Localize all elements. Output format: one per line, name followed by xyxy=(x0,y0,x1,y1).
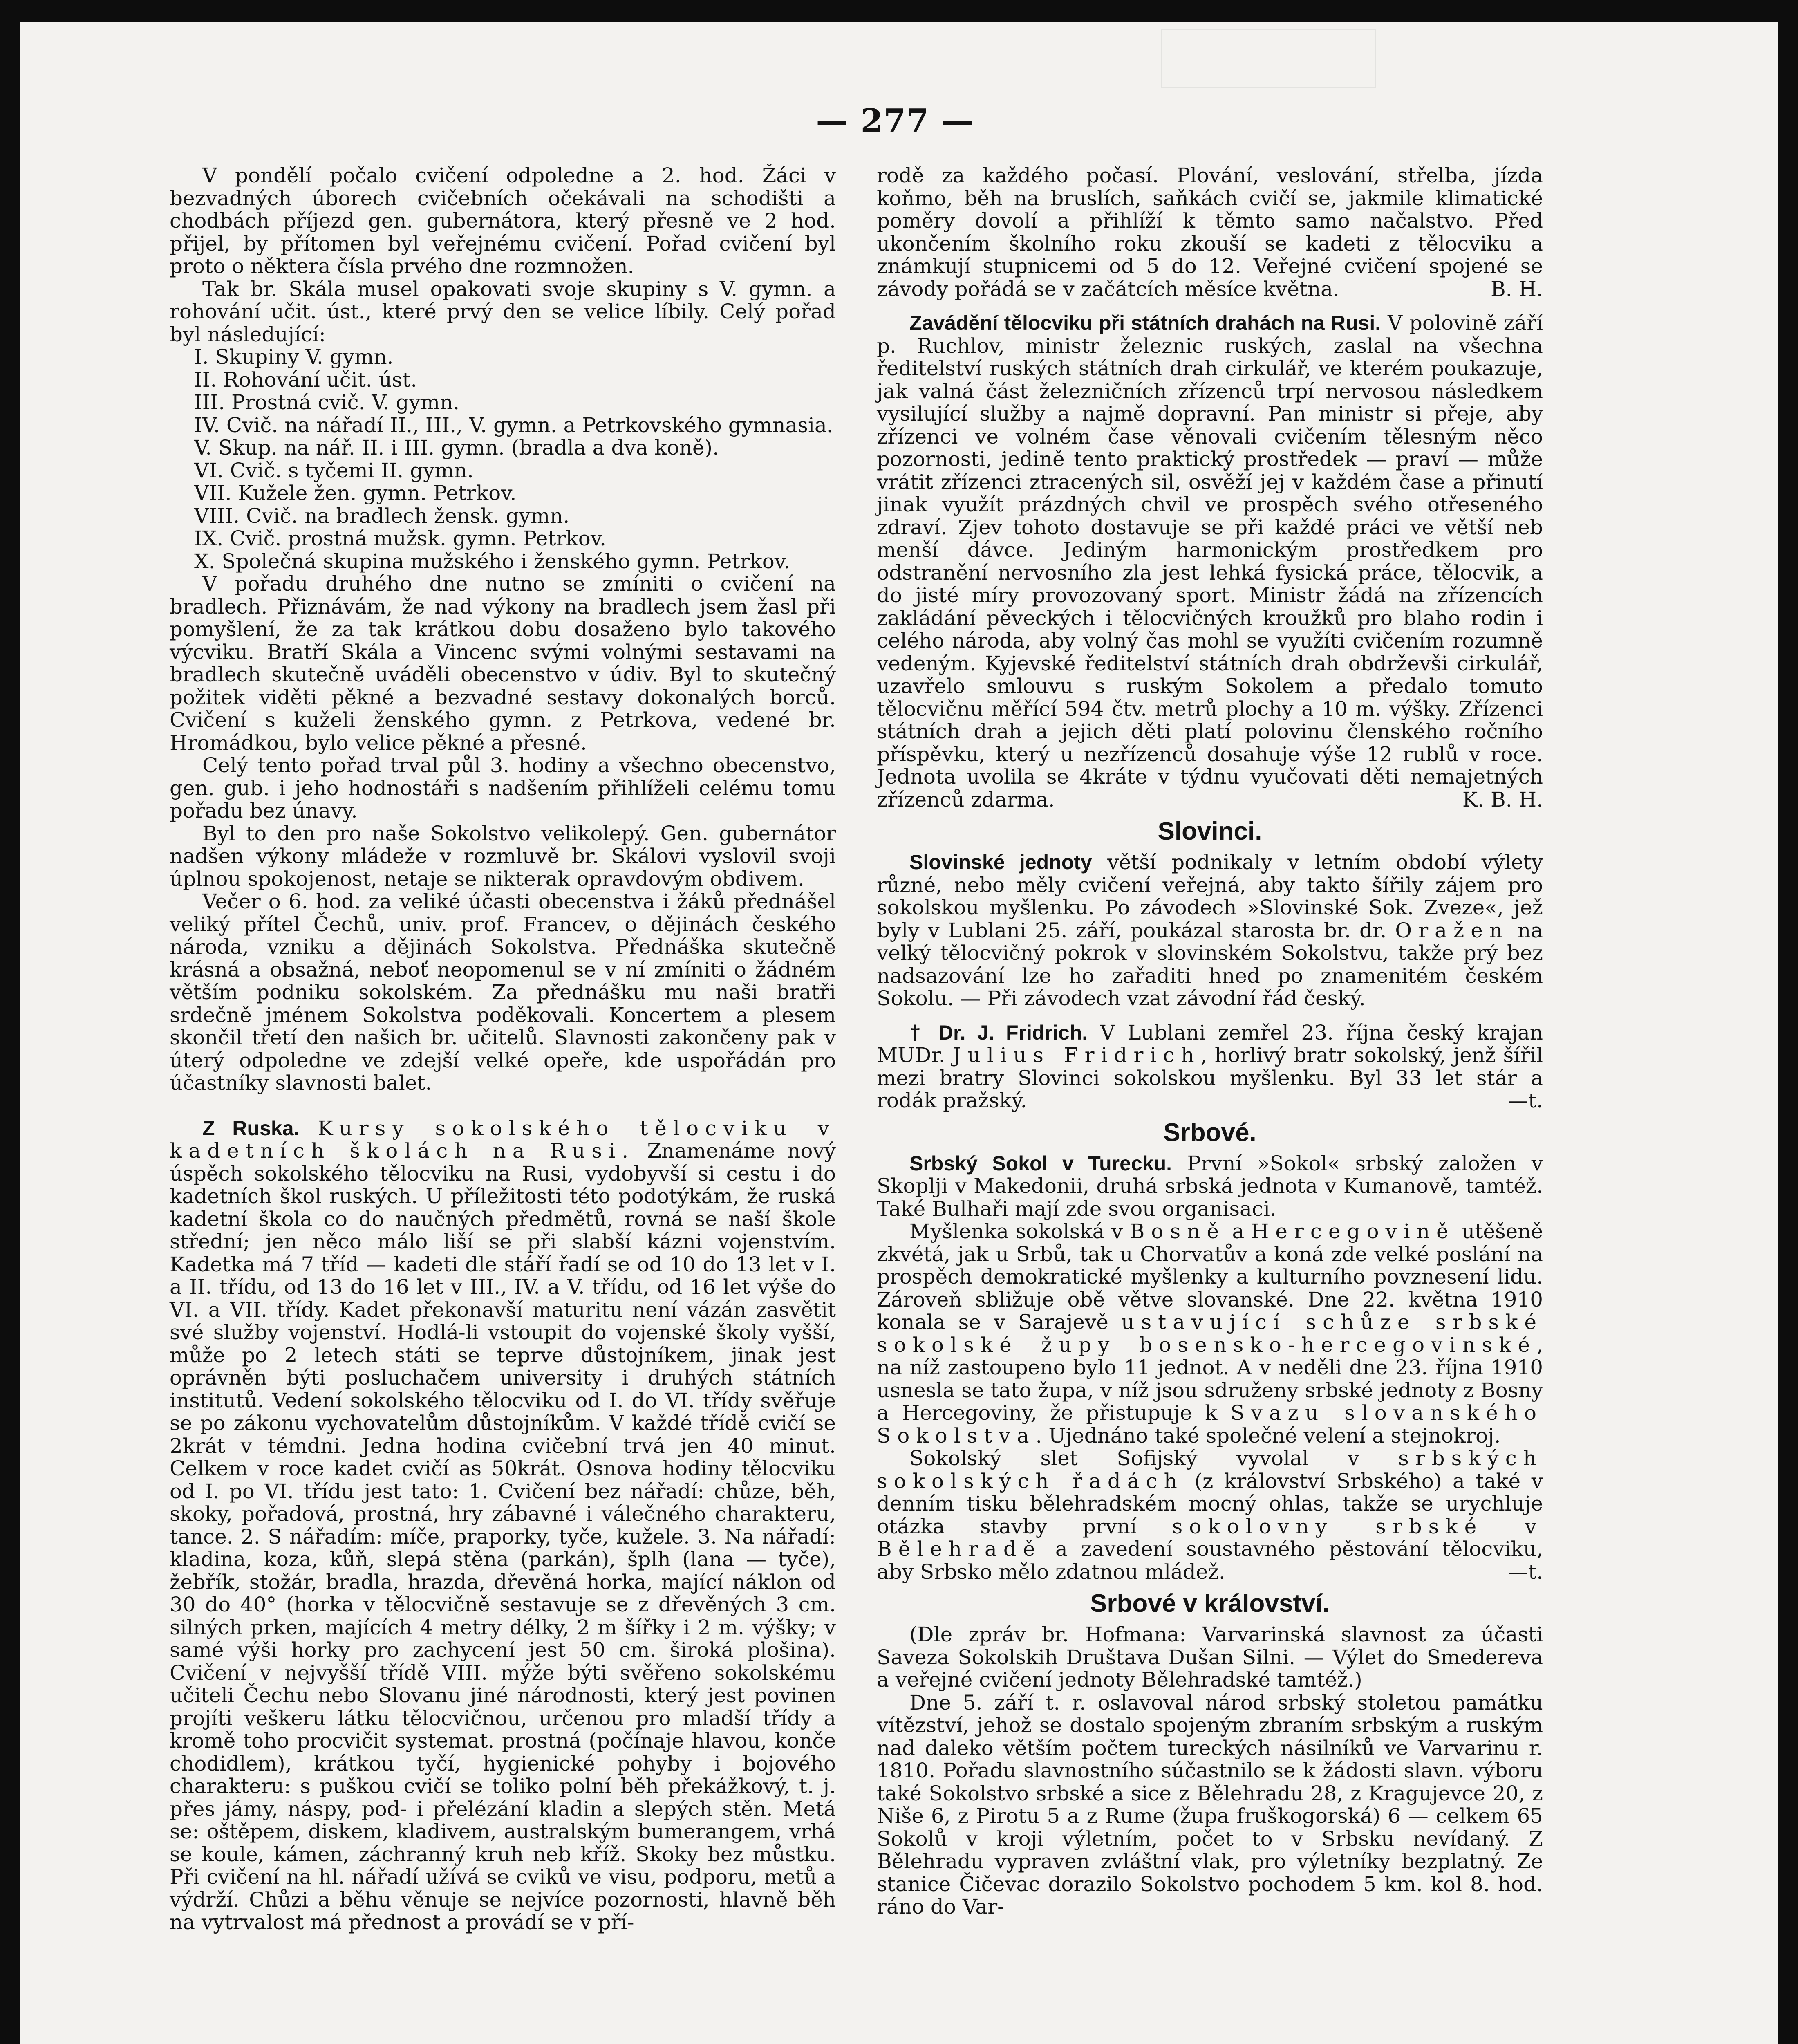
section-title-srbove: Srbové. xyxy=(1163,1118,1256,1147)
article-fridrich: † Dr. J. Fridrich. V Lublani zemřel 23. října český krajan MUDr. Julius Fridrich, horlivý bratr sokolský, jenž šířil mezi bratry Slovinci sokolskou myšlenku. Byl 33 let stár a rodák pražský. —t. xyxy=(877,1020,1543,1112)
left-column xyxy=(170,164,836,1934)
scan-border-left xyxy=(0,0,20,2044)
article-z-ruska xyxy=(170,1117,836,1934)
list-item: X. Společná skupina mužského i ženského gymn. Petrkov. xyxy=(194,549,790,573)
list-item: I. Skupiny V. gymn. xyxy=(194,345,394,369)
library-stamp xyxy=(1161,29,1376,88)
program-list xyxy=(170,346,836,573)
paragraph: Byl to den pro naše Sokolstvo velikolepý. Gen. gubernátor nadšen výkony mládeže v rozmluvě br. Skálovi vyslovil svoji úplnou spokojenost, netaje se nikterak opravdovým obdivem. xyxy=(170,821,836,891)
article-body: Znamenáme nový úspěch sokolského tělocviku na Rusi, vydobyvší si cestu i do kadetních škol ruských. U příležitosti této podotýkám, že ruská kadetní škola co do naučných předmětů, rovná se naší škole střední; jen něco málo liší se při slabší kázni vojenstvím. Kadetka má 7 tříd — kadeti dle stáří řadí se od 10 do 13 let v I. a II. třídu, od 13 do 16 let v III., IV. a V. třídu, od 16 let výše do VI. a VII. třídy. Kadet překonavší maturitu není vázán zasvětit své služby vojenství. Hodlá-li vstoupit do vojenské školy vyšší, může po 2 letech státi se teprve důstojníkem, jinak jest oprávněn býti posluchačem university i druhých státních institutů. Vedení sokolského tělocviku od I. do VI. třídy svěřuje se po zákonu vychovatelům důstojníkům. V každé třídě cvičí se 2krát v témdni. Jedna hodina cvičební trvá jen 40 minut. Celkem v roce kadet cvičí as 50krát. Osnova hodiny tělocviku od I. po VI. třídu jest tato: 1. Cvičení bez nářadí: chůze, běh, skoky, pořadová, prostná, hry zábavné i válečného charakteru, tance. 2. S nářadím: míče, praporky, tyče, kužele. 3. Na nářadí: kladina, koza, kůň, slepá stěna (parkán), šplh (lana — tyče), žebřík, stožár, bradla, hrazda, dřevěná horka, mající náklon od 30 do 40° (horka v tělocvičně sestavuje se z dřevěných 3 cm. silných prken, majících 4 metry délky, 2 m šířky i 2 m. výšky; v samé výši horky pro zachycení jest 50 cm. široká plošina). Cvičení v nejvyšší třídě VIII. mýže býti svěřeno sokolskému učiteli Čechu nebo Slovanu jiné národnosti, který jest povinen projíti veškeru látku tělocvičnou, určenou pro mladší třídy a kromě toho procvičit systemat. prostná (počínaje hlavou, konče chodidlem), krátkou tyčí, hygienické pohyby i bojového charakteru: s puškou cvičí se toliko polní běh překážkový, t. j. přes jámy, náspy, pod- i přelézání kladin a slepých stěn. Metá se: oštěpem, diskem, kladivem, australským bumerangem, vrhá se koule, kámen, záchranný kruh neb kříž. Skoky bez můstku. Při cvičení na hl. nářadí užívá se cviků ve visu, podporu, metů a výdrží. Chůzi a běhu věnuje se nejvíce pozornosti, hlavně běh na vytrvalost má přednost a provádí se v pří- xyxy=(170,1139,836,1934)
paragraph: Večer o 6. hod. za veliké účasti obecenstva i žáků přednášel veliký přítel Čechů, univ. prof. Francev, o dějinách českého národa, vzniku a dějinách Sokolstva. Přednáška skutečně krásná a obsažná, neboť neopomenul se v ní zmíniti o žádném větším podniku sokolském. Za přednášku mu naši bratři srdečně jménem Sokolstva poděkovali. Koncertem a plesem skončil třetí den našich br. učitelů. Slavnosti zakončeny pak v úterý odpoledne ve zdejší velké opeře, kde uspořádán pro účastníky slavnosti balet. xyxy=(170,890,836,1095)
scan-border-right xyxy=(1778,0,1798,2044)
person-name: Julius Fridrich xyxy=(952,1043,1201,1067)
paragraph: Celý tento pořad trval půl 3. hodiny a všechno obecenstvo, gen. gub. i jeho hodnostáři s nadšením přihlíželi celému tomu pořadu bez únavy. xyxy=(170,753,836,823)
article-body: V polovině září p. Ruchlov, ministr železnic ruských, zaslal na všechna ředitelství ruských státních drah cirkulář, ve kterém poukazuje, jak valná část železničních zřízenců trpí nervosou následkem vysilující služby a najmě dopravní. Pan ministr si přeje, aby zřízenci ve volném čase věnovali cvičením tělesným něco pozornosti, jedině tento praktický prostředek — praví — může vrátit zřízenci ztracených sil, osvěží jej v každém čase a přinutí jinak využít prázdných chvil ve prospěch svého otřeseného zdraví. Zjev tohoto dostavuje se při každé práci ve větší neb menší dávce. Jediným harmonickým prostředkem pro odstranění nervosního zla jest lehká fysická práce, tělocvik, a do jisté míry provozovaný sport. Ministr žádá na zřízencích zakládání pěveckých i tělocvičných kroužků pro blaho rodin i celého národa, aby volný čas mohl se využíti cvičením rozumně vedeným. Kyjevské ředitelství státních drah obdrževši cirkulář, uzavřelo smlouvu s ruským Sokolem a předalo tomuto tělocvičnu měřící 594 čtv. metrů plochy a 10 m. výšky. Zřízenci státních drah a jejich děti platí polovinu členského ročního příspěvku, který u nezřízenců dosahuje výše 12 rublů v roce. Jednota uvolila se 4kráte v týdnu vyučovati děti nemajetných zřízenců zdarma. xyxy=(877,311,1543,811)
paragraph: Myšlenka sokolská v Bosně a Hercegovině utěšeně zkvétá, jak u Srbů, tak u Chorvatův a koná zde velké poslání na prospěch demokratické myšlenky a kulturního povznesení lidu. Zároveň sbližuje obě větve slovanské. Dne 22. května 1910 konala se v Sarajevě ustavující schůze srbské sokolské župy bosensko-hercegovinské, na níž zastoupeno bylo 11 jednot. A v neděli dne 23. října 1910 usnesla se tato župa, v níž jsou sdruženy srbské jednoty z Bosny a Hercegoviny, že přistupuje k Svazu slovanského Sokolstva. Ujednáno také společné velení a stejnokroj. xyxy=(877,1219,1543,1448)
section-title-slovinci: Slovinci. xyxy=(1158,817,1262,845)
list-item: VIII. Cvič. na bradlech žensk. gymn. xyxy=(194,504,570,528)
article-heading: Z Ruska. xyxy=(202,1116,300,1140)
person-name: Oražen xyxy=(1395,918,1509,942)
article-heading: Slovinské jednoty xyxy=(909,851,1092,874)
article-zavadeni xyxy=(877,312,1543,811)
paragraph: rodě za každého počasí. Plování, veslování, střelba, jízda koňmo, běh na bruslích, saňkách cvičí se, jakmile klimatické poměry dovolí a přihlíží k těmto samo načalstvo. Před ukončením školního roku zkouší se kadeti z tělocviku a známkují stupnicemi od 5 do 12. Veřejné cvičení spojené se závody pořádá se v začátcích měsíce května. B. H. xyxy=(877,164,1543,301)
article-slovinske-jednoty: Slovinské jednoty větší podnikaly v letním období výlety různé, nebo měly cvičení veřejná, aby takto šířily zájem pro sokolskou myšlenku. Po závodech »Slovinské Sok. Zveze«, jež byly v Lublani 25. září, poukázal starosta br. dr. Oražen na velký tělocvičný pokrok v slovinském Sokolstvu, takže prý bez nadsazování lze ho zařaditi hned po znamenitém českém Sokolu. — Při závodech vzat závodní řád český. xyxy=(877,850,1543,1010)
list-item: III. Prostná cvič. V. gymn. xyxy=(194,390,460,414)
list-item: IV. Cvič. na nářadí II., III., V. gymn. a Petrkovského gymnasia. xyxy=(194,413,833,437)
article-heading: Srbský Sokol v Turecku. xyxy=(909,1152,1172,1175)
paragraph: Dne 5. září t. r. oslavoval národ srbský stoletou památku vítězství, jehož se dostalo spojeným zbraním srbským a ruským nad daleko větším počtem tureckých násilníků ve Varvarinu r. 1810. Pořadu slavnostního súčastnilo se k žádosti slavn. výboru také Sokolstvo srbské a sice z Bělehradu 28, z Kragujevce 20, z Niše 6, z Pirotu 5 a z Rume (župa fruškogorská) 6 — celkem 65 Sokolů v kroji výletním, počet to v Srbsku nevídaný. Z Bělehradu vypraven zvláštní vlak, pro výletníky bezplatný. Ze stanice Čičevac dorazilo Sokolstvo pochodem 5 km. kol 8. hod. ráno do Var- xyxy=(877,1690,1543,1918)
signature: B. H. xyxy=(1490,277,1543,301)
article-heading: † Dr. J. Fridrich. xyxy=(909,1021,1088,1044)
list-item: II. Rohování učit. úst. xyxy=(194,368,417,392)
paragraph: Tak br. Skála musel opakovati svoje skupiny s V. gymn. a rohování učit. úst., které prvý den se velice líbily. Celý pořad byl následující: xyxy=(170,277,836,346)
article-subheading: Kursy sokolského tělocviku v kadetních školách na Rusi. xyxy=(170,1116,836,1163)
article-srbsky-sokol: Srbský Sokol v Turecku. První »Sokol« srbský založen v Skoplji v Makedonii, druhá srbská jednota v Kumanově, tamtéž. Také Bulhaři mají zde svou organisaci. xyxy=(877,1151,1543,1221)
right-column xyxy=(877,164,1543,1918)
list-item: VI. Cvič. s tyčemi II. gymn. xyxy=(194,458,474,482)
source-note: (Dle zpráv br. Hofmana: Varvarinská slavnost za účasti Saveza Sokolskih Društava Dušan Silni. — Výlet do Smedereva a veřejné cvičení jednoty Bělehradské tamtéž.) xyxy=(877,1623,1543,1692)
signature: K. B. H. xyxy=(1462,787,1543,811)
section-title-srbove-v-kralovstvi: Srbové v království. xyxy=(1090,1589,1330,1618)
page-number: — 277 — xyxy=(816,102,974,139)
paragraph: V pondělí počalo cvičení odpoledne a 2. hod. Žáci v bezvadných úborech cvičebních očekávali na schodišti a chodbách příjezd gen. gubernátora, který přesně ve 2 hod. přijel, by přítomen byl veřejnému cvičení. Pořad cvičení byl proto o některa čísla prvého dne rozmnožen. xyxy=(170,164,836,278)
list-item: IX. Cvič. prostná mužsk. gymn. Petrkov. xyxy=(194,527,607,550)
paragraph: V pořadu druhého dne nutno se zmíniti o cvičení na bradlech. Přiznávám, že nad výkony na bradlech jsem žasl při pomyšlení, že za tak krátkou dobu dosaženo bylo takového výcviku. Bratří Skála a Vincenc svými volnými sestavami na bradlech skutečně uváděli obecenstvo v údiv. Byl to skutečný požitek viděti pěkné a bezvadné sestavy dokonalých borců. Cvičení s kuželi ženského gymn. z Petrkova, vedené br. Hromádkou, bylo velice pěkné a přesné. xyxy=(170,572,836,755)
list-item: V. Skup. na nář. II. i III. gymn. (bradla a dva koně). xyxy=(194,436,719,459)
article-heading: Zavádění tělocviku při státních drahách na Rusi. xyxy=(909,312,1381,334)
signature: —t. xyxy=(1508,1560,1543,1584)
list-item: VII. Kužele žen. gymn. Petrkov. xyxy=(194,481,517,505)
paragraph: Sokolský slet Sofijský vyvolal v srbských sokolských řadách (z království Srbského) a také v denním tisku bělehradském mocný ohlas, takže se urychluje otázka stavby první sokolovny srbské v Bělehradě a zavedení soustavného pěstování tělocviku, aby Srbsko mělo zdatnou mládež. —t. xyxy=(877,1446,1543,1584)
scan-border-top xyxy=(0,0,1798,22)
signature: —t. xyxy=(1508,1089,1543,1112)
